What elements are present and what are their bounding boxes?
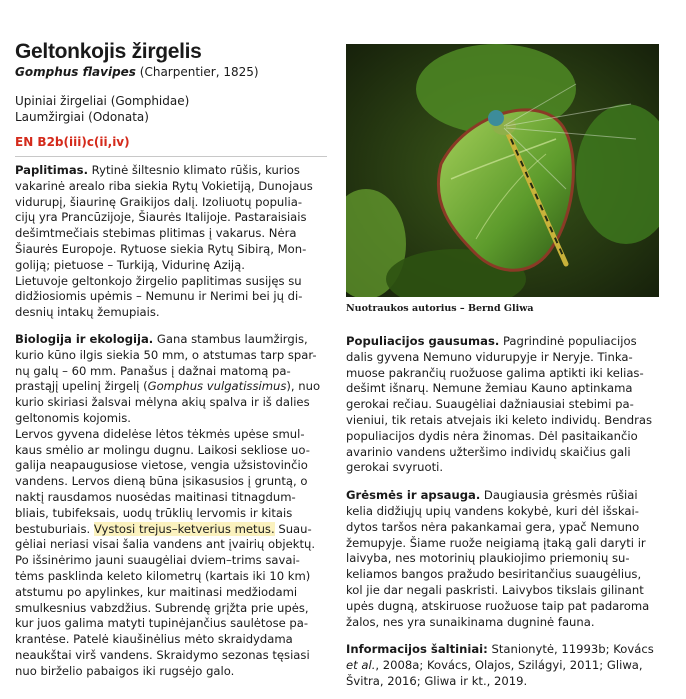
biologija-text-b: ), nuo kurio skiriasi žalsvai mėlyna akių spalva ir iš dalies geltonomis kojomis. Lervos gyvena didelėse lėtos tėkmės upėse smul- kaus smėlio ar molingu dugnu. Laikosi sekliose uo- galija neapaugusiose vietose, vengia užsistovinčio vandens. Lervos dieną būna įsikasusios į gruntą, o naktį rausdamos nuosėdas maitinasi titnagdum- bliais, tubifeksais, uodų trūklių lervomis ir kitais bestuburiais. <box>15 379 321 536</box>
authority: (Charpentier, 1825) <box>139 65 259 79</box>
dragonfly-photo <box>346 44 659 297</box>
section-saltiniai <box>346 642 659 689</box>
section-paplitimas <box>15 163 327 321</box>
biologija-heading: Biologija ir ekologija. <box>15 331 154 346</box>
paplitimas-heading: Paplitimas. <box>15 163 88 177</box>
populiacijos-heading: Populiacijos gausumas. <box>346 334 500 348</box>
saltiniai-et-al: et al. <box>346 658 376 673</box>
populiacijos-text: Pagrindinė populiacijos dalis gyvena Nemuno vidurupyje ir Neryje. Tinka- muose pakrančių ruožuose galima aptikti iki kelias- dešimt išnarų. Nemune žemiau Kauno aptinkama gerokai rečiau. Suaugėliai dažniausiai stebimi pa- vieniui, tik retais atvejais iki keleto individų. Bendras populiacijos dydis nėra žinomas. Dėl pasitaikančio avarinio vandens užteršimo individų skaičius gali gerokai svyruoti. <box>346 334 653 475</box>
scientific-name: Gomphus flavipes <box>15 65 136 79</box>
paplitimas-text: Rytinė šiltesnio klimato rūšis, kurios vakarinė arealo riba siekia Rytų Vokietiją, Dunojaus vidurupį, šiaurinę Graikijos dalį. Izoliuotų populia- cijų yra Prancūzijoje, Šiaurės Italijoje. Pastaraisiais dešimtmečiais stebimas plitimas į vakarus. Nėra Šiaurės Europoje. Rytuose siekia Rytų Sibirą, Mon- goliją; pietuose – Turkiją, Vidurinę Aziją. Lietuvoje geltonkojo žirgelio paplitimas susijęs su didžiosiomis upėmis – Nemunu ir Nerimi bei jų di- desnių intakų žemupiais. <box>15 163 313 320</box>
section-gresmes <box>346 488 659 630</box>
gresmes-heading: Grėsmės ir apsauga. <box>346 488 481 503</box>
species-reference: Gomphus vulgatissimus <box>147 379 287 394</box>
gresmes-text: Daugiausia grėsmės rūšiai kelia didžiųjų upių vandens kokybė, kuri dėl išskai- dytos taršos nėra pakankamai gera, ypač Nemuno žemupyje. Šiame ruože neigiamą įtaką gali daryti ir laivyba, nes motorinių plaukiojimo priemonių su- keliamos bangos pražudo besiritančius suaugėlius, kol jie dar negali paskristi. Laivybos tikslais gilinant upės dugną, atskiruose ruožuose taip pat padaroma žalos, nes yra sunaikinama dugninė fauna. <box>346 488 650 629</box>
highlighted-text: Vystosi trejus–ketverius metus. <box>93 521 275 536</box>
family: Upiniai žirgeliai (Gomphidae) <box>15 94 190 108</box>
saltiniai-text-a: Stanionytė, 11993b; Kovács <box>491 642 654 657</box>
saltiniai-heading: Informacijos šaltiniai: <box>346 642 488 657</box>
biologija-text-a: Gana stambus laumžirgis, kurio kūno ilgis siekia 50 mm, o atstumas tarp spar- nų galų – 60 mm. Panašus į dažnai matomą pa- prastąjį upelinį žirgelį ( <box>15 331 317 394</box>
divider <box>15 156 327 157</box>
species-title: Geltonkojis žirgelis <box>15 40 202 63</box>
right-column <box>346 44 659 690</box>
order: Laumžirgiai (Odonata) <box>15 109 149 124</box>
scientific-name-line <box>15 64 327 80</box>
dragonfly-eye <box>488 110 504 126</box>
saltiniai-text-c: Švitra, 2016; Gliwa ir kt., 2019. <box>346 673 528 688</box>
section-biologija <box>15 332 327 680</box>
section-populiacijos <box>346 334 659 476</box>
taxonomy <box>15 94 327 125</box>
photo-caption: Nuotraukos autorius – Bernd Gliwa <box>346 303 534 314</box>
conservation-status: EN B2b(iii)c(ii,iv) <box>15 135 130 149</box>
left-column <box>15 40 327 680</box>
biologija-text-c: Suau- gėliai neriasi visai šalia vandens ant įvairių objektų. Po išsinėrimo jauni suaugėliai dviem–trims savai- tėms pasklinda keleto kilometrų (kartais iki 10 km) atstumu po apylinkes, kur maitinasi medžiodami smulkesnius vabzdžius. Subrendę grįžta prie upės, kur juos galima matyti tupinėjančius saulėtose pa- krantėse. Patelė kiaušinėlius mėto skraidydama neaukštai virš vandens. Skraidymo sezonas tęsiasi nuo birželio pabaigos iki rugsėjo galo. <box>15 521 316 678</box>
saltiniai-text-b: , 2008a; Kovács, Olajos, Szilágyi, 2011; Gliwa, <box>375 658 643 673</box>
